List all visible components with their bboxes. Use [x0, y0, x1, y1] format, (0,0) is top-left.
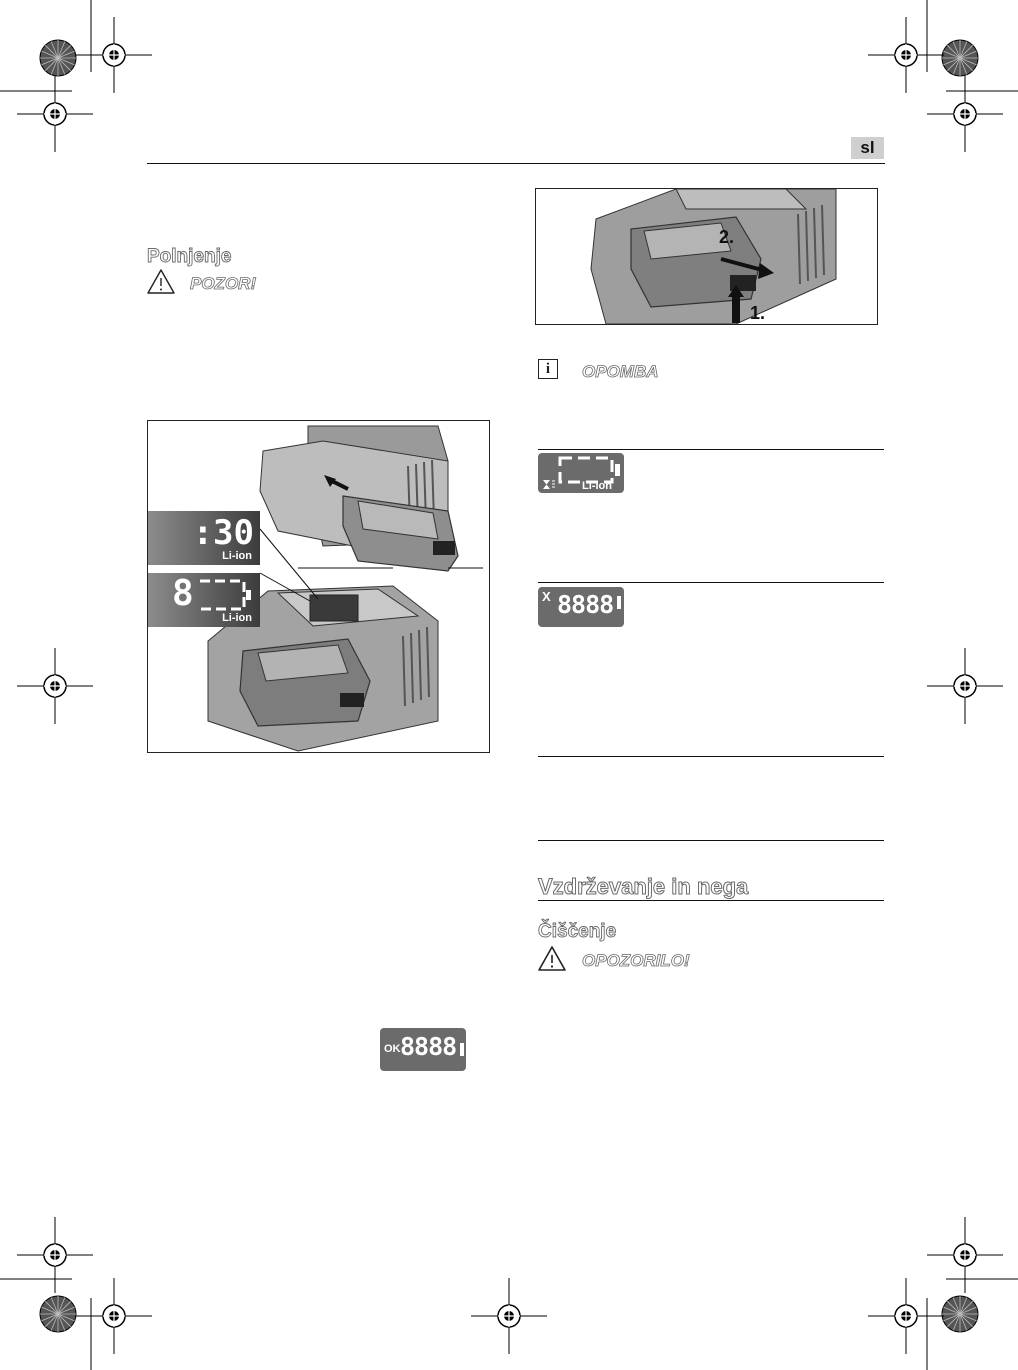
ok-display	[380, 1028, 466, 1071]
removal-step-2: 2.	[719, 227, 735, 247]
section-title-charging: Polnjenje	[147, 246, 232, 267]
ok-display-digits: 8888	[400, 1032, 457, 1061]
display-error-prefix: X	[542, 589, 551, 604]
header-rule	[147, 163, 885, 164]
display-error-digits: 8888	[557, 590, 614, 619]
info-icon: i	[538, 359, 558, 379]
caution-label: POZOR!	[190, 274, 257, 293]
ok-display-prefix: OK	[384, 1043, 401, 1055]
maintenance-rule	[538, 900, 884, 901]
display-time-label: Li-ion	[222, 550, 252, 562]
ok-display-battery-tip	[460, 1043, 464, 1056]
removal-step-1: 1.	[750, 303, 766, 323]
caution-icon	[146, 268, 176, 295]
warning-icon	[537, 945, 567, 972]
cleaning-title: Čiščenje	[538, 921, 617, 942]
hourglass-icon	[542, 479, 556, 490]
note-label: OPOMBA	[582, 362, 659, 381]
language-badge: sl	[851, 137, 884, 159]
maintenance-title: Vzdrževanje in nega	[538, 874, 749, 899]
display-inset-time	[148, 511, 260, 565]
display-liion-waiting	[538, 453, 624, 493]
display-level-label: Li-ion	[222, 612, 252, 624]
figure-charging	[147, 420, 490, 753]
display-liion-label: Li-ion	[582, 480, 612, 492]
display-error	[538, 587, 624, 627]
display-level-digit: 8	[172, 573, 194, 614]
display-error-battery-tip	[617, 596, 621, 609]
rule-3	[538, 756, 884, 757]
rule-2	[538, 582, 884, 583]
display-time-value: :30	[192, 513, 254, 553]
figure-removal	[535, 188, 878, 325]
display-inset-level	[148, 573, 260, 627]
rule-1	[538, 449, 884, 450]
warning-label: OPOZORILO!	[582, 951, 690, 970]
rule-4	[538, 840, 884, 841]
battery-segments-icon	[198, 579, 256, 611]
removal-illustration	[536, 189, 877, 324]
